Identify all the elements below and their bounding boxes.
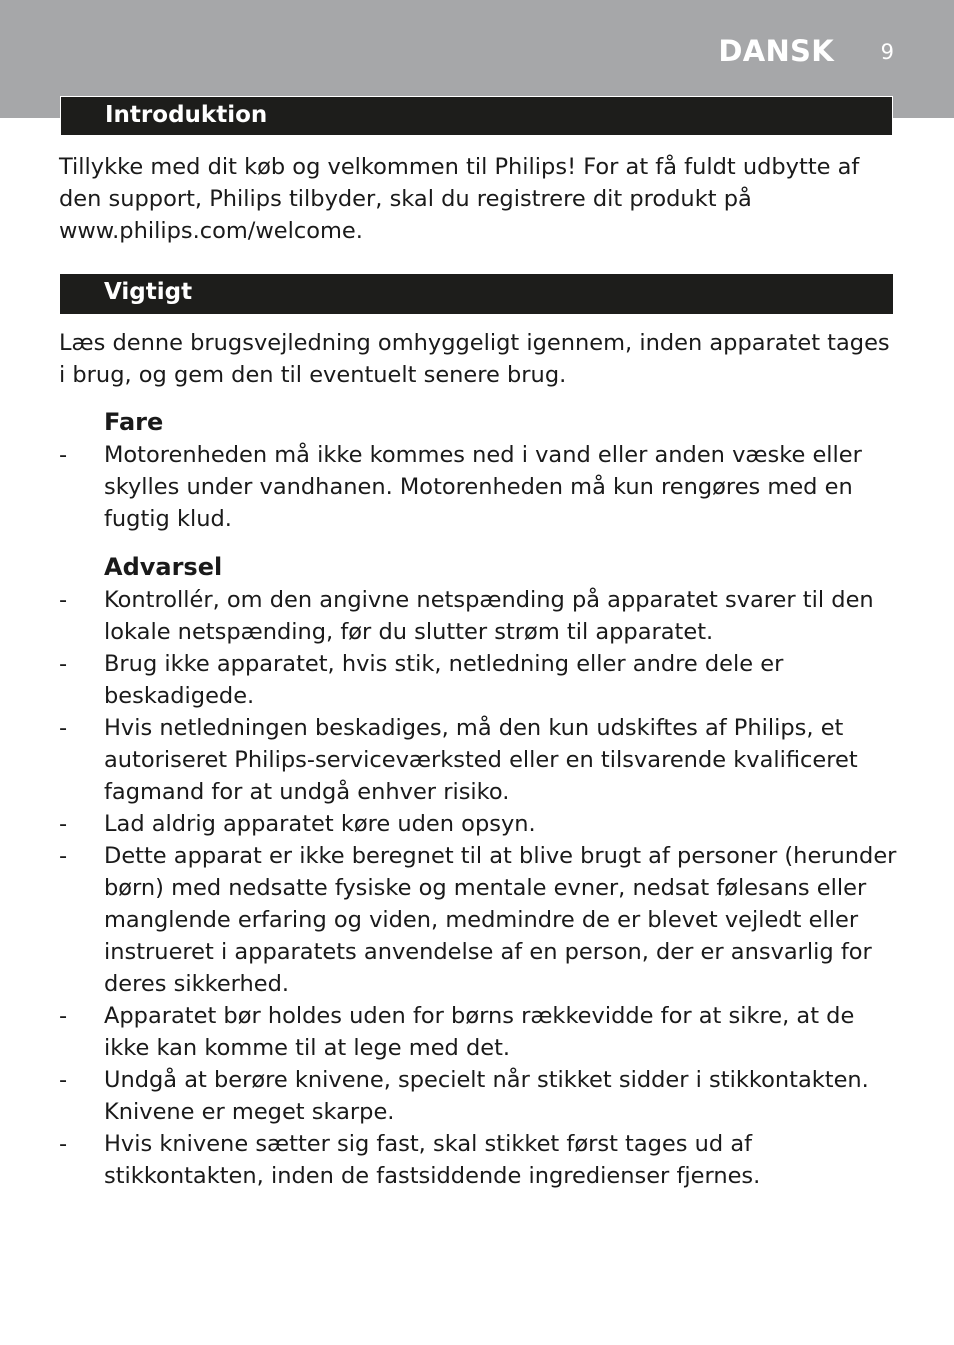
- list-item: [0, 439, 904, 535]
- list-item-text: Motorenheden må ikke kommes ned i vand eller anden væske eller skylles under vandhanen. Motorenheden må kun rengøres med en fugtig klud.: [104, 442, 862, 532]
- list-item-text: Dette apparat er ikke beregnet til at blive brugt af personer (herunder børn) med nedsatte fysiske og mentale evner, nedsat følesans eller manglende erfaring og viden, medmindre de er blevet vejledt eller instrueret i apparatets anvendelse af en person, der er ansvarlig for deres sikkerhed.: [104, 843, 897, 997]
- section-header-important: [60, 274, 893, 314]
- bullet-dash: -: [59, 1131, 68, 1157]
- danger-list: [0, 439, 954, 535]
- language-label: DANSK: [718, 34, 834, 68]
- list-item-text: Apparatet bør holdes uden for børns rækkevidde for at sikre, at de ikke kan komme til at lege med det.: [104, 1003, 855, 1061]
- list-item-text: Brug ikke apparatet, hvis stik, netledning eller andre dele er beskadigede.: [104, 651, 784, 709]
- important-paragraph: Læs denne brugsvejledning omhyggeligt igennem, inden apparatet tages i brug, og gem den til eventuelt senere brug.: [59, 330, 890, 388]
- warning-heading: Advarsel: [104, 553, 223, 581]
- intro-paragraph: Tillykke med dit køb og velkommen til Philips! For at få fuldt udbytte af den support, Philips tilbyder, skal du registrere dit produkt på www.philips.com/welcome.: [59, 154, 860, 244]
- list-item: [0, 584, 904, 648]
- warning-list: [0, 584, 954, 1192]
- list-item: [0, 808, 904, 840]
- bullet-dash: -: [59, 1067, 68, 1093]
- list-item-text: Hvis knivene sætter sig fast, skal stikket først tages ud af stikkontakten, inden de fastsiddende ingredienser fjernes.: [104, 1131, 761, 1189]
- bullet-dash: -: [59, 651, 68, 677]
- list-item: [0, 1064, 904, 1128]
- list-item-text: Lad aldrig apparatet køre uden opsyn.: [104, 811, 536, 837]
- section-title: Introduktion: [105, 102, 268, 128]
- bullet-dash: -: [59, 811, 68, 837]
- bullet-dash: -: [59, 442, 68, 468]
- list-item-text: Hvis netledningen beskadiges, må den kun udskiftes af Philips, et autoriseret Philips-serviceværksted eller en tilsvarende kvalificeret fagmand for at undgå enhver risiko.: [104, 715, 858, 805]
- list-item: [0, 1128, 904, 1192]
- list-item: [0, 1000, 904, 1064]
- bullet-dash: -: [59, 843, 68, 869]
- section-header-introduction: [60, 96, 893, 136]
- bullet-dash: -: [59, 587, 68, 613]
- bullet-dash: -: [59, 715, 68, 741]
- section-title: Vigtigt: [104, 279, 193, 305]
- list-item: [0, 840, 904, 1000]
- danger-heading: Fare: [104, 408, 164, 436]
- bullet-dash: -: [59, 1003, 68, 1029]
- list-item-text: Kontrollér, om den angivne netspænding på apparatet svarer til den lokale netspænding, før du slutter strøm til apparatet.: [104, 587, 874, 645]
- list-item: [0, 712, 904, 808]
- list-item: [0, 648, 904, 712]
- list-item-text: Undgå at berøre knivene, specielt når stikket sidder i stikkontakten. Knivene er meget skarpe.: [104, 1067, 869, 1125]
- page-number: 9: [880, 40, 894, 64]
